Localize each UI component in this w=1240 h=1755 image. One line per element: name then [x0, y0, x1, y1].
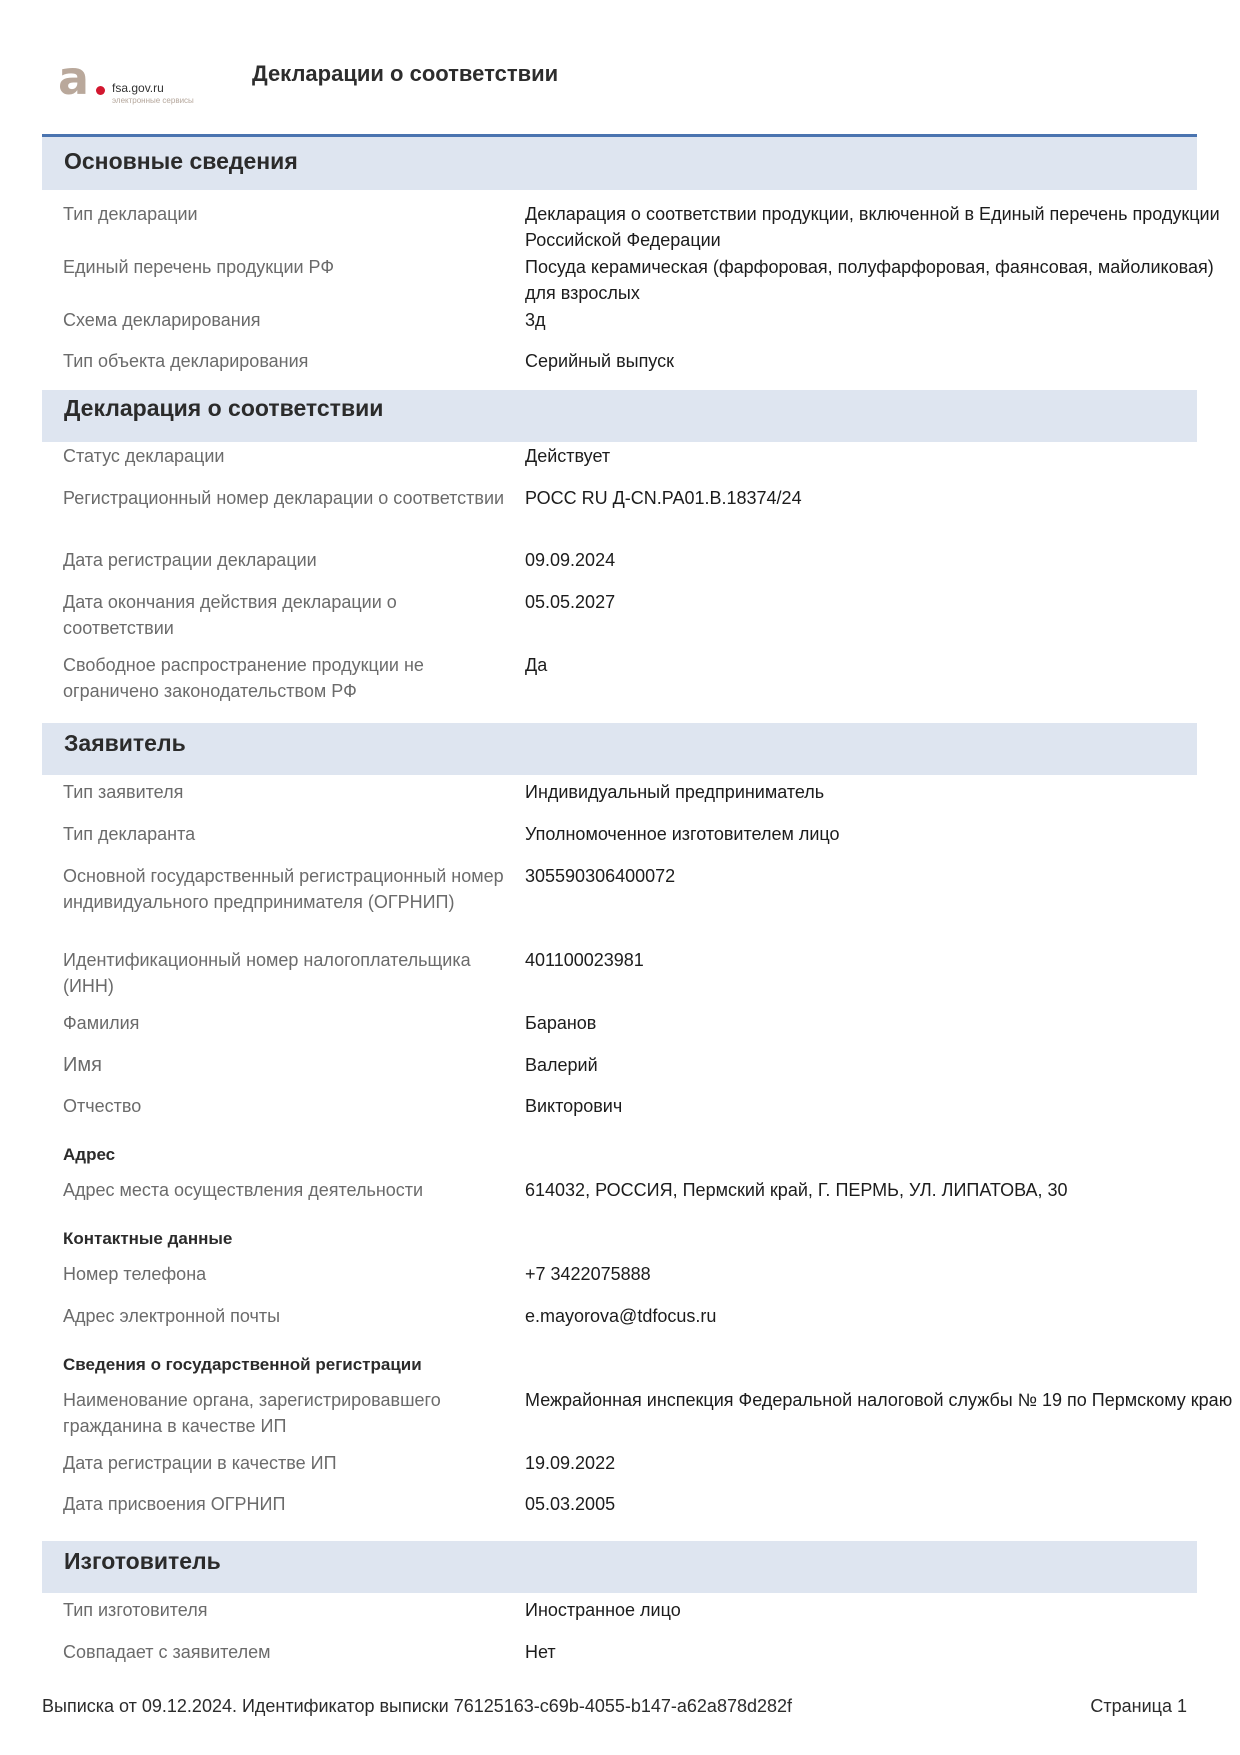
phone-value: +7 3422075888 — [525, 1264, 651, 1284]
field-value: Индивидуальный предприниматель — [525, 782, 825, 802]
field-label: Номер телефона — [63, 1264, 207, 1284]
field-value: Серийный выпуск — [525, 351, 674, 371]
logo-site-text: fsa.gov.ru — [112, 81, 164, 95]
field-label: Схема декларирования — [63, 310, 261, 330]
field-label: Основной государственный регистрационный номер индивидуального предпринимателя (ОГРНИП) — [63, 866, 504, 912]
field-value: Посуда керамическая (фарфоровая, полуфарфоровая, фаянсовая, майоликовая) для взрослых — [525, 257, 1214, 303]
field-value: Уполномоченное изготовителем лицо — [525, 824, 840, 844]
field-label: Наименование органа, зарегистрировавшего гражданина в качестве ИП — [63, 1390, 441, 1436]
field-label: Тип объекта декларирования — [63, 351, 309, 371]
field-label: Фамилия — [63, 1013, 140, 1033]
field-value: 05.03.2005 — [525, 1494, 616, 1514]
field-label: Адрес электронной почты — [63, 1306, 281, 1326]
page-number: Страница 1 — [1090, 1696, 1187, 1716]
logo-dot-icon — [96, 86, 105, 95]
field-label: Совпадает с заявителем — [63, 1642, 271, 1662]
field-value: 3д — [525, 310, 546, 330]
field-label: Свободное распространение продукции не ограничено законодательством РФ — [63, 655, 424, 701]
field-label: Тип изготовителя — [63, 1600, 208, 1620]
field-label: Регистрационный номер декларации о соответствии — [63, 488, 505, 508]
field-label: Дата регистрации декларации — [63, 550, 317, 570]
field-value: Нет — [525, 1642, 556, 1662]
field-label: Единый перечень продукции РФ — [63, 257, 335, 277]
field-value: Да — [525, 655, 548, 675]
field-value: Межрайонная инспекция Федеральной налоговой службы № 19 по Пермскому краю — [525, 1390, 1233, 1410]
section-heading-manufacturer: Изготовитель — [42, 1541, 1197, 1593]
page-header — [0, 0, 1240, 136]
subheading-state-registration: Сведения о государственной регистрации — [63, 1355, 422, 1374]
field-value: РОСС RU Д-CN.PA01.B.18374/24 — [525, 488, 802, 508]
subheading-address: Адрес — [63, 1145, 116, 1164]
section-heading-declaration: Декларация о соответствии — [42, 390, 1197, 442]
section-heading-basic: Основные сведения — [42, 137, 1197, 190]
field-value: 05.05.2027 — [525, 592, 616, 612]
field-value: Иностранное лицо — [525, 1600, 681, 1620]
field-label: Имя — [63, 1054, 102, 1076]
field-value: 401100023981 — [525, 950, 644, 970]
field-label: Дата присвоения ОГРНИП — [63, 1494, 286, 1514]
document-title: Декларации о соответствии — [252, 61, 559, 86]
field-value: Викторович — [525, 1096, 623, 1116]
field-label: Дата окончания действия декларации о соответствии — [63, 592, 397, 638]
field-value: 19.09.2022 — [525, 1453, 616, 1473]
logo-a-icon: a — [58, 51, 90, 105]
field-label: Отчество — [63, 1096, 142, 1116]
field-value: Валерий — [525, 1055, 598, 1075]
subheading-contacts: Контактные данные — [63, 1229, 233, 1248]
field-label: Тип декларации — [63, 204, 198, 224]
field-value: 09.09.2024 — [525, 550, 616, 570]
extract-id-text: Выписка от 09.12.2024. Идентификатор выписки 76125163-c69b-4055-b147-a62a878d282f — [42, 1696, 793, 1716]
fsa-logo[interactable] — [58, 51, 208, 112]
email-value: e.mayorova@tdfocus.ru — [525, 1306, 717, 1326]
field-value: 614032, РОССИЯ, Пермский край, Г. ПЕРМЬ, УЛ. ЛИПАТОВА, 30 — [525, 1180, 1068, 1200]
logo-subtitle-text: электронные сервисы — [112, 96, 194, 105]
section-heading-applicant: Заявитель — [42, 723, 1197, 775]
field-label: Статус декларации — [63, 446, 225, 466]
field-label: Адрес места осуществления деятельности — [63, 1180, 424, 1200]
field-label: Идентификационный номер налогоплательщика (ИНН) — [63, 950, 471, 996]
field-label: Дата регистрации в качестве ИП — [63, 1453, 337, 1473]
field-value: Баранов — [525, 1013, 597, 1033]
field-value: 305590306400072 — [525, 866, 676, 886]
field-value: Декларация о соответствии продукции, включенной в Единый перечень продукции Российской Федерации — [525, 204, 1220, 250]
status-value: Действует — [525, 446, 611, 466]
field-label: Тип декларанта — [63, 824, 196, 844]
field-label: Тип заявителя — [63, 782, 184, 802]
